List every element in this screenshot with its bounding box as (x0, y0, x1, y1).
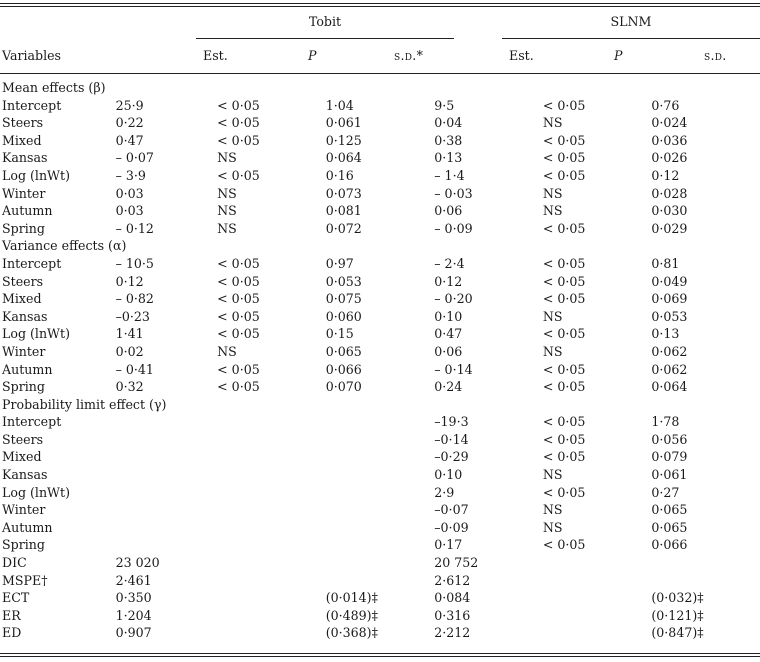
tobit-group-line (196, 38, 454, 39)
tobit-p-cell: < 0·05 (217, 273, 260, 289)
slnm-p-cell: < 0·05 (542, 361, 586, 377)
slnm-sd-cell: 0·13 (651, 326, 680, 342)
slnm-p-cell: < 0·05 (542, 414, 586, 430)
tobit-est-cell: – 0·41 (115, 361, 154, 377)
tobit-p-cell: < 0·05 (217, 132, 260, 148)
tobit-est-cell: – 10·5 (115, 255, 154, 271)
slnm-group-label: SLNM (610, 14, 652, 29)
slnm-sd-cell: 0·062 (651, 343, 688, 359)
slnm-est-cell: 2·9 (434, 484, 455, 500)
tobit-p-cell (217, 572, 326, 590)
tobit-sd-cell: 0·073 (325, 185, 362, 201)
slnm-sd-cell: 0·76 (651, 97, 680, 113)
tobit-p-cell: NS (217, 343, 237, 359)
slnm-sd-cell: 0·030 (651, 203, 688, 219)
tobit-est-cell (109, 501, 218, 519)
slnm-sd-cell: 0·81 (651, 255, 680, 271)
slnm-p-cell (543, 607, 652, 625)
tobit-p-header: P (308, 48, 317, 63)
tobit-est-cell: – 0·12 (115, 220, 154, 236)
tobit-p-cell: < 0·05 (217, 255, 260, 271)
section-title: Mean effects (β) (2, 80, 106, 95)
table-row (0, 536, 760, 554)
tobit-sd-cell (326, 466, 435, 484)
tobit-est-cell: 0·03 (115, 203, 144, 219)
variable-cell: Log (lnWt) (2, 484, 70, 500)
table-row (0, 466, 760, 484)
slnm-est-cell: 0·38 (434, 132, 463, 148)
table-row (0, 202, 760, 220)
tobit-est-cell (109, 519, 218, 537)
tobit-p-cell: < 0·05 (217, 167, 260, 183)
slnm-est-cell: 0·24 (434, 379, 463, 395)
tobit-p-cell (217, 431, 326, 449)
variable-cell: Log (lnWt) (2, 326, 70, 342)
slnm-est-cell: –0·09 (434, 519, 469, 535)
tobit-p-cell: NS (217, 150, 237, 166)
bottom-rule-inner (0, 656, 760, 657)
slnm-est-cell: 0·17 (434, 537, 463, 553)
slnm-p-cell: < 0·05 (542, 326, 586, 342)
variable-cell: Steers (2, 431, 44, 447)
slnm-sd-cell: 0·056 (651, 431, 688, 447)
slnm-p-cell: NS (542, 115, 563, 131)
slnm-sd-cell: 1·78 (651, 414, 680, 430)
slnm-p-cell: NS (542, 203, 563, 219)
tobit-est-cell (109, 466, 218, 484)
tobit-p-cell (217, 466, 326, 484)
slnm-est-cell: 2·612 (434, 572, 471, 588)
table-row (0, 97, 760, 115)
tobit-p-cell (217, 484, 326, 502)
slnm-sd-cell: 0·27 (651, 484, 680, 500)
slnm-est-cell: 0·13 (434, 150, 463, 166)
tobit-est-cell (109, 431, 218, 449)
variable-cell: Steers (2, 115, 44, 131)
table-row (0, 308, 760, 326)
tobit-est-cell (109, 448, 218, 466)
section-title-row (0, 396, 760, 414)
table-row (0, 132, 760, 150)
tobit-p-cell (217, 413, 326, 431)
slnm-p-cell: < 0·05 (542, 97, 586, 113)
tobit-sd-cell: (0·489)‡ (325, 607, 378, 623)
variable-cell: Winter (2, 343, 46, 359)
slnm-est-cell: 9·5 (434, 97, 455, 113)
tobit-sd-cell: 0·053 (325, 273, 362, 289)
tobit-sd-cell: 0·065 (325, 343, 362, 359)
tobit-sd-header: s.d.* (394, 48, 424, 63)
slnm-p-cell: < 0·05 (542, 220, 586, 236)
variable-cell: ED (2, 625, 22, 641)
tobit-p-cell: < 0·05 (217, 291, 260, 307)
tobit-sd-cell (326, 519, 435, 537)
variable-cell: DIC (2, 555, 27, 571)
table-row (0, 325, 760, 343)
table-row (0, 413, 760, 431)
bottom-rule (0, 653, 760, 654)
variable-cell: Autumn (2, 519, 53, 535)
section-title-row (0, 79, 760, 97)
tobit-sd-cell: 0·16 (325, 167, 354, 183)
slnm-est-cell: 0·10 (434, 467, 463, 483)
variable-cell: Kansas (2, 467, 48, 483)
slnm-p-cell: < 0·05 (542, 150, 586, 166)
slnm-sd-cell: 0·028 (651, 185, 688, 201)
slnm-p-cell: < 0·05 (542, 537, 586, 553)
tobit-est-cell: 0·03 (115, 185, 144, 201)
slnm-est-cell: –0·29 (434, 449, 469, 465)
tobit-est-cell (109, 484, 218, 502)
slnm-p-cell: NS (542, 467, 563, 483)
tobit-est-cell: –0·23 (115, 308, 150, 324)
tobit-est-cell: 0·12 (115, 273, 144, 289)
tobit-est-cell: 0·907 (115, 625, 152, 641)
tobit-est-cell: 0·32 (115, 379, 144, 395)
slnm-p-cell: NS (542, 308, 563, 324)
tobit-p-cell (217, 624, 326, 642)
table-row (0, 378, 760, 396)
slnm-p-cell: < 0·05 (542, 167, 586, 183)
slnm-p-cell (543, 589, 652, 607)
slnm-sd-cell: 0·024 (651, 115, 688, 131)
tobit-sd-cell: 0·125 (325, 132, 362, 148)
tobit-p-cell: < 0·05 (217, 379, 260, 395)
tobit-sd-cell (326, 536, 435, 554)
tobit-p-cell (217, 501, 326, 519)
slnm-p-cell (543, 572, 652, 590)
slnm-sd-cell: 0·066 (651, 537, 688, 553)
variables-header: Variables (2, 48, 62, 63)
slnm-est-cell: – 1·4 (434, 167, 465, 183)
table-row (0, 361, 760, 379)
slnm-est-cell: 0·06 (434, 203, 463, 219)
tobit-p-cell (217, 607, 326, 625)
tobit-est-cell: 23 020 (115, 555, 160, 571)
slnm-est-cell: – 0·14 (434, 361, 473, 377)
slnm-sd-cell: 0·061 (651, 467, 688, 483)
tobit-sd-cell: (0·368)‡ (325, 625, 378, 641)
slnm-p-cell: NS (542, 502, 563, 518)
slnm-p-cell: < 0·05 (542, 484, 586, 500)
slnm-est-cell: –19·3 (434, 414, 469, 430)
section-title: Probability limit effect (γ) (2, 396, 167, 412)
section-title: Variance effects (α) (2, 238, 127, 254)
variable-cell: Kansas (2, 150, 48, 166)
table-row (0, 220, 760, 238)
tobit-sd-cell: 0·97 (325, 255, 354, 271)
variable-cell: Spring (2, 379, 45, 395)
tobit-est-cell: 1·204 (115, 607, 152, 623)
tobit-sd-cell: 0·060 (325, 308, 362, 324)
table-row (0, 501, 760, 519)
slnm-sd-cell: 0·065 (651, 502, 688, 518)
tobit-p-cell: < 0·05 (217, 115, 260, 131)
tobit-p-cell (217, 589, 326, 607)
variable-cell: MSPE† (2, 572, 48, 588)
slnm-p-cell: NS (542, 343, 563, 359)
tobit-est-cell: – 0·07 (115, 150, 154, 166)
slnm-sd-cell: 0·036 (651, 132, 688, 148)
table-row (0, 484, 760, 502)
slnm-sd-cell: 0·079 (651, 449, 688, 465)
summary-row (0, 624, 760, 642)
table-row (0, 343, 760, 361)
variable-cell: Kansas (2, 308, 48, 324)
slnm-est-cell: 0·084 (434, 590, 471, 606)
tobit-p-cell (217, 554, 326, 572)
slnm-p-header: P (614, 48, 623, 63)
slnm-p-cell: NS (542, 519, 563, 535)
tobit-p-cell (217, 536, 326, 554)
results-table (0, 79, 760, 642)
summary-row (0, 572, 760, 590)
tobit-sd-cell: 1·04 (325, 97, 354, 113)
tobit-sd-cell: 0·064 (325, 150, 362, 166)
slnm-sd-cell: 0·062 (651, 361, 688, 377)
slnm-p-cell: < 0·05 (542, 431, 586, 447)
tobit-sd-cell: 0·15 (325, 326, 354, 342)
table-row (0, 167, 760, 185)
tobit-est-cell: – 3·9 (115, 167, 146, 183)
slnm-p-cell: NS (542, 185, 563, 201)
slnm-sd-cell: 0·053 (651, 308, 688, 324)
slnm-sd-cell: (0·032)‡ (651, 590, 704, 606)
slnm-est-cell: 0·10 (434, 308, 463, 324)
tobit-p-cell: < 0·05 (217, 308, 260, 324)
tobit-sd-cell: 0·066 (325, 361, 362, 377)
top-rule (0, 3, 760, 4)
slnm-group-line (502, 38, 760, 39)
variable-cell: Winter (2, 502, 46, 518)
slnm-est-cell: – 0·20 (434, 291, 473, 307)
variable-cell: ECT (2, 590, 30, 606)
slnm-sd-cell: (0·847)‡ (651, 625, 704, 641)
tobit-est-cell: 1·41 (115, 326, 144, 342)
table-row (0, 114, 760, 132)
variable-cell: Steers (2, 273, 44, 289)
slnm-sd-cell: 0·029 (651, 220, 688, 236)
slnm-sd-cell: 0·064 (651, 379, 688, 395)
tobit-p-cell (217, 448, 326, 466)
table-row (0, 448, 760, 466)
variable-cell: Intercept (2, 414, 62, 430)
slnm-p-cell: < 0·05 (542, 132, 586, 148)
tobit-sd-cell: (0·014)‡ (325, 590, 378, 606)
slnm-est-cell: – 2·4 (434, 255, 465, 271)
slnm-est-cell: –0·14 (434, 431, 469, 447)
tobit-est-header: Est. (203, 48, 228, 63)
tobit-p-cell: NS (217, 185, 237, 201)
slnm-p-cell: < 0·05 (542, 255, 586, 271)
variable-cell: Spring (2, 220, 45, 236)
tobit-sd-cell: 0·061 (325, 115, 362, 131)
tobit-est-cell: 0·02 (115, 343, 144, 359)
variable-cell: Mixed (2, 449, 42, 465)
slnm-est-cell: – 0·09 (434, 220, 473, 236)
slnm-sd-cell (651, 554, 760, 572)
slnm-p-cell: < 0·05 (542, 379, 586, 395)
slnm-est-cell: 0·04 (434, 115, 463, 131)
slnm-est-cell: 20 752 (434, 555, 479, 571)
tobit-sd-cell: 0·075 (325, 291, 362, 307)
table-row (0, 519, 760, 537)
tobit-group-label: Tobit (308, 14, 342, 29)
tobit-est-cell (109, 536, 218, 554)
tobit-sd-cell: 0·072 (325, 220, 362, 236)
table-row (0, 290, 760, 308)
table-row (0, 149, 760, 167)
tobit-sd-cell (326, 413, 435, 431)
slnm-sd-cell: 0·026 (651, 150, 688, 166)
variable-cell: ER (2, 607, 21, 623)
tobit-sd-cell (326, 431, 435, 449)
variable-cell: Autumn (2, 361, 53, 377)
slnm-sd-cell (651, 572, 760, 590)
slnm-est-cell: –0·07 (434, 502, 469, 518)
table-row (0, 273, 760, 291)
variable-cell: Mixed (2, 132, 42, 148)
slnm-p-cell: < 0·05 (542, 273, 586, 289)
tobit-sd-cell (326, 484, 435, 502)
variable-cell: Autumn (2, 203, 53, 219)
tobit-est-cell: 0·350 (115, 590, 152, 606)
slnm-est-cell: 0·12 (434, 273, 463, 289)
tobit-est-cell: 0·47 (115, 132, 144, 148)
slnm-est-cell: – 0·03 (434, 185, 473, 201)
variable-cell: Intercept (2, 97, 62, 113)
tobit-p-cell: < 0·05 (217, 361, 260, 377)
summary-row (0, 554, 760, 572)
summary-row (0, 607, 760, 625)
variable-cell: Mixed (2, 291, 42, 307)
tobit-est-cell: – 0·82 (115, 291, 154, 307)
variable-cell: Intercept (2, 255, 62, 271)
summary-row (0, 589, 760, 607)
slnm-est-cell: 0·316 (434, 607, 471, 623)
slnm-p-cell (543, 624, 652, 642)
table-row (0, 431, 760, 449)
tobit-est-cell: 25·9 (115, 97, 144, 113)
slnm-p-cell (543, 554, 652, 572)
slnm-sd-cell: 0·12 (651, 167, 680, 183)
tobit-p-cell (217, 519, 326, 537)
tobit-est-cell: 2·461 (115, 572, 152, 588)
slnm-sd-cell: 0·049 (651, 273, 688, 289)
tobit-est-cell (109, 413, 218, 431)
slnm-sd-cell: (0·121)‡ (651, 607, 704, 623)
slnm-est-header: Est. (509, 48, 534, 63)
tobit-est-cell: 0·22 (115, 115, 144, 131)
slnm-sd-cell: 0·069 (651, 291, 688, 307)
slnm-sd-cell: 0·065 (651, 519, 688, 535)
slnm-est-cell: 0·06 (434, 343, 463, 359)
tobit-p-cell: NS (217, 203, 237, 219)
tobit-sd-cell: 0·081 (325, 203, 362, 219)
variable-cell: Log (lnWt) (2, 167, 70, 183)
variable-cell: Spring (2, 537, 45, 553)
section-title-row (0, 237, 760, 255)
top-rule-inner (0, 6, 760, 7)
slnm-sd-header: s.d. (704, 48, 727, 63)
header-rule (0, 73, 760, 74)
slnm-p-cell: < 0·05 (542, 449, 586, 465)
variable-cell: Winter (2, 185, 46, 201)
tobit-sd-cell: 0·070 (325, 379, 362, 395)
table-row (0, 255, 760, 273)
tobit-p-cell: NS (217, 220, 237, 236)
slnm-est-cell: 0·47 (434, 326, 463, 342)
slnm-p-cell: < 0·05 (542, 291, 586, 307)
table-row (0, 185, 760, 203)
tobit-sd-cell (326, 448, 435, 466)
tobit-sd-cell (326, 554, 435, 572)
tobit-sd-cell (326, 501, 435, 519)
slnm-est-cell: 2·212 (434, 625, 471, 641)
tobit-sd-cell (326, 572, 435, 590)
tobit-p-cell: < 0·05 (217, 97, 260, 113)
tobit-p-cell: < 0·05 (217, 326, 260, 342)
